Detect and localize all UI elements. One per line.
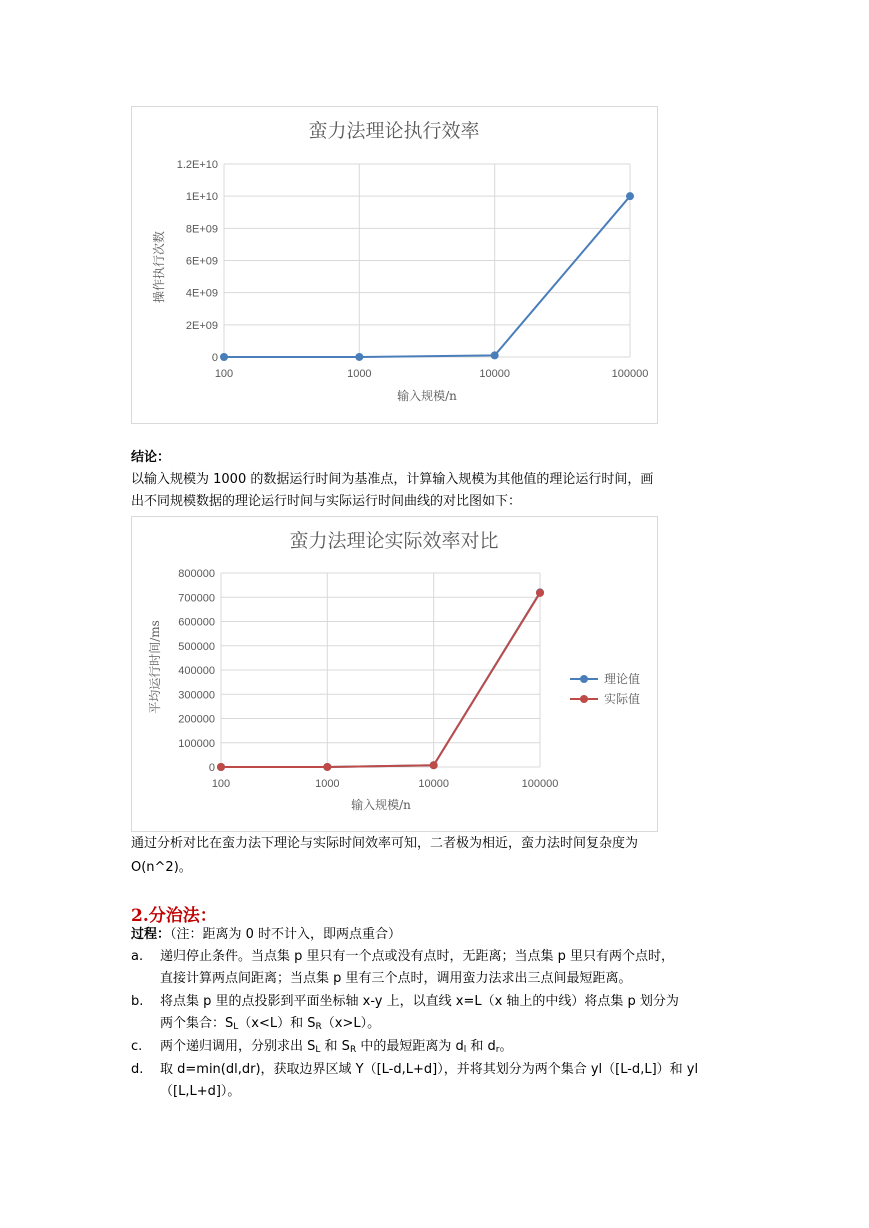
- section-2-title: 2.分治法：: [131, 906, 217, 926]
- x-tick-label: 100000: [521, 778, 559, 790]
- y-tick-label: 0: [208, 762, 215, 774]
- data-point: [217, 763, 225, 771]
- y-tick-label: 800000: [178, 568, 215, 580]
- series-line: [221, 593, 540, 767]
- subscript: R: [349, 1045, 357, 1055]
- data-point: [626, 192, 634, 200]
- text-run: 和 S: [320, 1039, 350, 1054]
- legend-marker: [580, 675, 588, 683]
- analysis-line-2: O(n^2)。: [131, 860, 192, 875]
- y-tick-label: 500000: [178, 640, 215, 653]
- chart-2-xlabel: 输入规模/n: [351, 798, 411, 812]
- chart-2-title: 蛮力法理论实际效率对比: [289, 530, 499, 552]
- analysis-line-1: 通过分析对比在蛮力法下理论与实际时间效率可知，二者极为相近，蛮力法时间复杂度为: [131, 836, 639, 851]
- text-run: （x>L）。: [321, 1016, 381, 1031]
- list-marker: d.: [131, 1062, 144, 1077]
- list-item-text: 直接计算两点间距离；当点集 p 里有三个点时，调用蛮力法求出三点间最短距离。: [160, 971, 632, 986]
- chart-1-title: 蛮力法理论执行效率: [308, 120, 480, 142]
- y-tick-label: 600000: [178, 616, 215, 629]
- list-item-c: [131, 1036, 737, 1058]
- process-label: 过程：: [131, 927, 171, 942]
- data-point: [220, 353, 228, 361]
- list-item-text: [160, 1036, 737, 1058]
- list-item-text: 取 d=min(dl,dr)，获取边界区域 Y（[L-d,L+d]），并将其划分为两个集合 yl（[L-d,L]）和 yl: [160, 1062, 699, 1077]
- list-item-d: [131, 1059, 737, 1103]
- list-marker: b.: [131, 994, 144, 1009]
- text-run: 和 d: [466, 1039, 496, 1054]
- process-note: （注：距离为 0 时不计入，即两点重合）: [170, 927, 402, 942]
- data-point: [536, 589, 544, 597]
- y-tick-label: 6E+09: [185, 255, 218, 268]
- data-point: [491, 351, 499, 359]
- y-tick-label: 200000: [178, 713, 215, 726]
- x-tick-label: 1000: [347, 368, 372, 380]
- subscript: r: [495, 1045, 500, 1055]
- chart-2-svg: [132, 517, 657, 831]
- y-tick-label: 8E+09: [185, 223, 218, 236]
- y-tick-label: 2E+09: [185, 319, 218, 332]
- chart-1: [131, 106, 658, 424]
- conclusion-line-1: 以输入规模为 1000 的数据运行时间为基准点，计算输入规模为其他值的理论运行时间，画: [131, 472, 654, 487]
- y-tick-label: 1E+10: [185, 191, 218, 204]
- y-tick-label: 1.2E+10: [176, 159, 218, 171]
- data-point: [355, 353, 363, 361]
- x-tick-label: 10000: [418, 778, 449, 790]
- subscript: R: [315, 1022, 322, 1032]
- chart-1-xlabel: 输入规模/n: [397, 389, 457, 403]
- legend-label: 理论值: [604, 672, 641, 686]
- text-run: （x<L）和 S: [238, 1016, 316, 1031]
- chart-1-svg: [132, 107, 657, 423]
- chart-2-ylabel: 平均运行时间/ms: [148, 620, 162, 714]
- text-run: 两个递归调用，分别求出 S: [160, 1039, 316, 1054]
- list-item-text: 将点集 p 里的点投影到平面坐标轴 x-y 上，以直线 x=L（x 轴上的中线）将点集 p 划分为: [160, 994, 679, 1009]
- subscript: l: [463, 1045, 467, 1055]
- list-marker: c.: [131, 1039, 143, 1054]
- text-run: 两个集合：S: [160, 1016, 234, 1031]
- series-line: [221, 592, 540, 767]
- legend-marker: [580, 695, 588, 703]
- conclusion-heading: 结论：: [131, 450, 171, 465]
- y-tick-label: 300000: [178, 689, 215, 702]
- x-tick-label: 10000: [479, 368, 510, 380]
- list-item-text: （[L,L+d]）。: [160, 1084, 241, 1099]
- series-line: [224, 196, 630, 357]
- subscript: L: [315, 1045, 321, 1055]
- x-tick-label: 1000: [315, 778, 340, 790]
- data-point: [323, 763, 331, 771]
- list-item-text: 递归停止条件。当点集 p 里只有一个点或没有点时，无距离；当点集 p 里只有两个点时，: [160, 949, 675, 964]
- list-item-b: [131, 991, 737, 1035]
- conclusion-line-2: 出不同规模数据的理论运行时间与实际运行时间曲线的对比图如下：: [131, 494, 522, 509]
- y-tick-label: 400000: [178, 665, 215, 677]
- list-item-text: [160, 1013, 737, 1035]
- list-item-a: [131, 946, 737, 990]
- y-tick-label: 4E+09: [185, 287, 218, 300]
- y-tick-label: 700000: [178, 592, 215, 605]
- list-marker: a.: [131, 949, 144, 964]
- subscript: L: [233, 1022, 239, 1032]
- x-tick-label: 100: [211, 778, 231, 790]
- x-tick-label: 100000: [611, 368, 649, 380]
- y-tick-label: 100000: [178, 737, 215, 750]
- chart-1-ylabel: 操作执行次数: [152, 230, 166, 304]
- x-tick-label: 100: [214, 368, 234, 380]
- y-tick-label: 0: [211, 352, 218, 364]
- legend-label: 实际值: [604, 692, 641, 706]
- data-point: [430, 761, 438, 769]
- chart-2: [131, 516, 658, 832]
- process-line: [131, 923, 401, 947]
- process-list: [131, 946, 737, 1104]
- text-run: 中的最短距离为 d: [356, 1039, 464, 1054]
- text-run: 。: [499, 1039, 513, 1054]
